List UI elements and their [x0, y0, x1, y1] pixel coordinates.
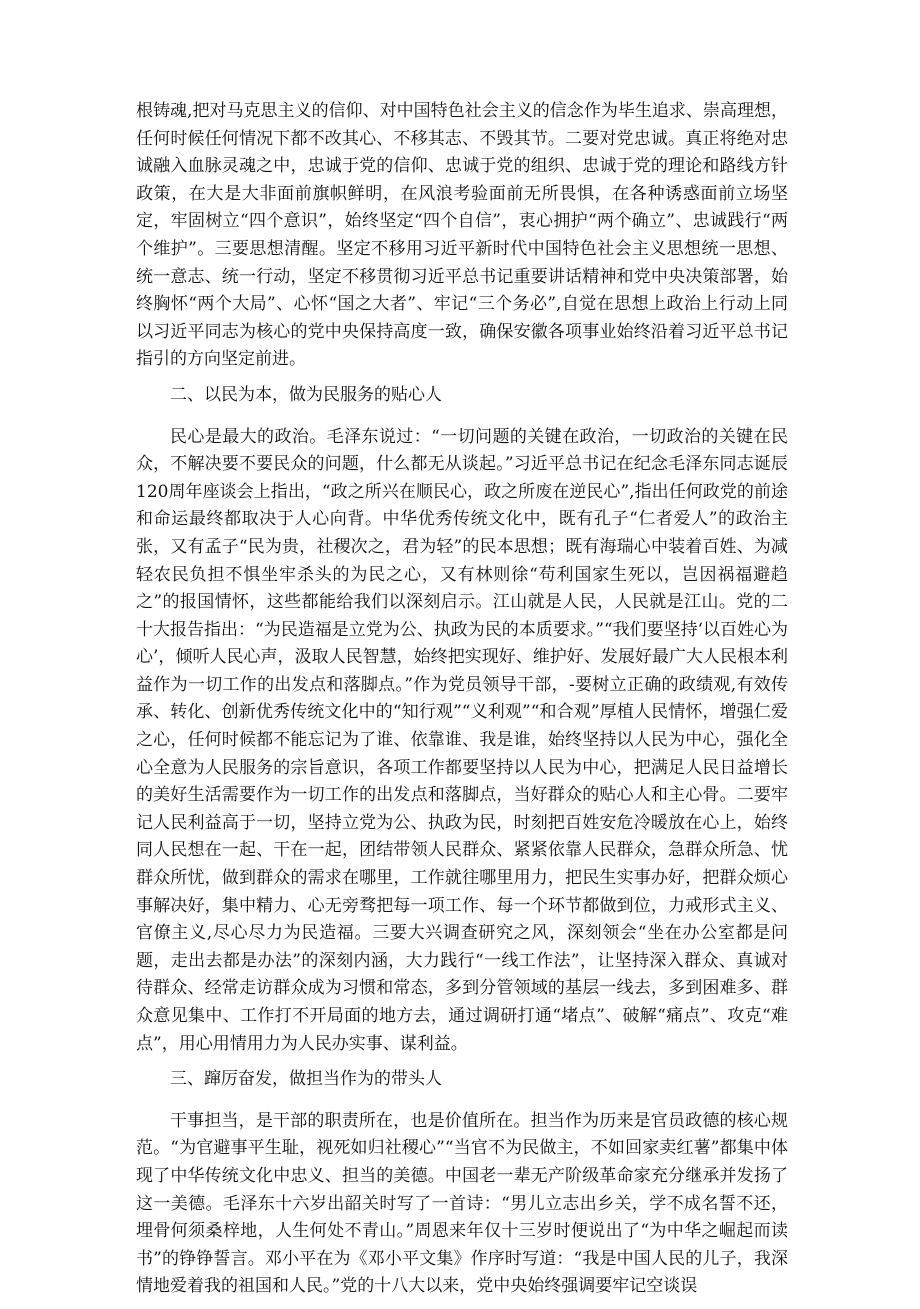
body-paragraph: 干事担当，是干部的职责所在，也是价值所在。担当作为历来是官员政德的核心规范。“为官避事平生耻，视死如归社稷心”“当官不为民做主，不如回家卖红薯”都集中体现了中华传统文化中忠义、担当的美德。中国老一辈无产阶级革命家充分继承并发扬了这一美德。毛泽东十六岁出韶关时写了一首诗：“男儿立志出乡关，学不成名誓不还，埋骨何须桑梓地，人生何处不青山。”周恩来年仅十三岁时便说出了“为中华之崛起而读书”的铮铮誓言。邓小平在为《邓小平文集》作序时写道：“我是中国人民的儿子，我深情地爱着我的祖国和人民。”党的十八大以来，党中央始终强调要牢记空谈误 — [136, 1110, 788, 1297]
body-paragraph: 民心是最大的政治。毛泽东说过：“一切问题的关键在政治，一切政治的关键在民众，不解决要不要民众的问题，什么都无从谈起。”习近平总书记在纪念毛泽东同志诞辰120周年座谈会上指出，“政之所兴在顺民心，政之所废在逆民心”,指出任何政党的前途和命运最终都取决于人心向背。中华优秀传统文化中，既有孔子“仁者爱人”的政治主张，又有孟子“民为贵，社稷次之，君为轻”的民本思想；既有海瑞心中装着百姓、为减轻农民负担不惧坐牢杀头的为民之心，又有林则徐“苟利国家生死以，岂因祸福避趋之”的报国情怀，这些都能给我们以深刻启示。江山就是人民，人民就是江山。党的二十大报告指出：“为民造福是立党为公、执政为民的本质要求。”“我们要坚持‘以百姓心为心’，倾听人民心声，汲取人民智慧，始终把实现好、维护好、发展好最广大人民根本利益作为一切工作的出发点和落脚点。”作为党员领导干部，-要树立正确的政绩观,有效传承、转化、创新优秀传统文化中的“知行观”“义利观”“和合观”厚植人民情怀，增强仁爱之心，任何时候都不能忘记为了谁、依靠谁、我是谁，始终坚持以人民为中心，强化全心全意为人民服务的宗旨意识，各项工作都要坚持以人民为中心，把满足人民日益增长的美好生活需要作为一切工作的出发点和落脚点，当好群众的贴心人和主心骨。二要牢记人民利益高于一切，坚持立党为公、执政为民，时刻把百姓安危冷暖放在心上，始终同人民想在一起、干在一起，团结带领人民群众、紧紧依靠人民群众，急群众所急、忧群众所忧，做到群众的需求在哪里，工作就往哪里用力，把民生实事办好，把群众烦心事解决好，集中精力、心无旁骛把每一项工作、每一个环节都做到位，力戒形式主义、官僚主义,尽心尽力为民造福。三要大兴调查研究之风，深刻领会“坐在办公室都是问题，走出去都是办法”的深刻内涵，大力践行“一线工作法”，让坚持深入群众、真诚对待群众、经常走访群众成为习惯和常态，多到分管领域的基层一线去，多到困难多、群众意见集中、工作打不开局面的地方去，通过调研打通“堵点”、破解“痛点”、攻克“难点”，用心用情用力为人民办实事、谋利益。 — [136, 426, 788, 1054]
body-paragraph: 根铸魂,把对马克思主义的信仰、对中国特色社会主义的信念作为毕生追求、崇高理想，任何时候任何情况下都不改其心、不移其志、不毁其节。二要对党忠诚。真正将绝对忠诚融入血脉灵魂之中，忠诚于党的信仰、忠诚于党的组织、忠诚于党的理论和路线方针政策，在大是大非面前旗帜鲜明，在风浪考验面前无所畏惧，在各种诱惑面前立场坚定，牢固树立“四个意识”，始终坚定“四个自信”，衷心拥护“两个确立”、忠诚践行“两个维护”。三要思想清醒。坚定不移用习近平新时代中国特色社会主义思想统一思想、统一意志、统一行动，坚定不移贯彻习近平总书记重要讲话精神和党中央决策部署，始终胸怀“两个大局”、心怀“国之大者”、牢记“三个务必”,自觉在思想上政治上行动上同以习近平同志为核心的党中央保持高度一致，确保安徽各项事业始终沿着习近平总书记指引的方向坚定前进。 — [136, 101, 788, 370]
section-heading: 三、蹿厉奋发，做担当作为的带头人 — [170, 1069, 442, 1090]
document-body — [136, 98, 788, 1309]
section-heading: 二、以民为本，做为民服务的贴心人 — [170, 384, 442, 405]
